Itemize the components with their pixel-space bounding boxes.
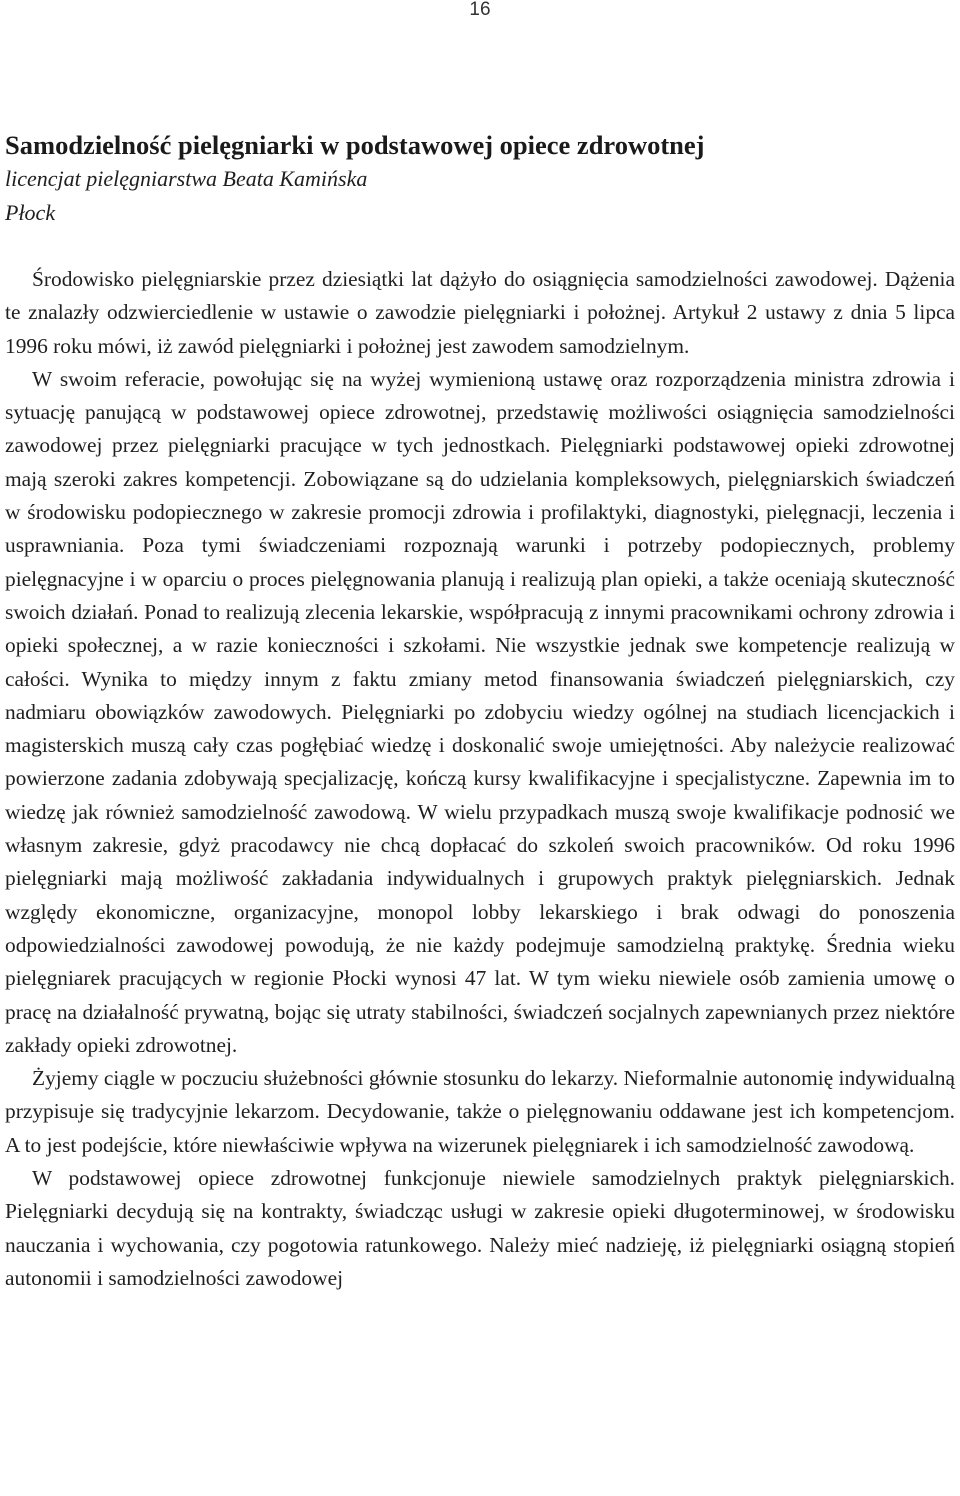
article-body — [5, 263, 955, 1295]
article-author: licencjat pielęgniarstwa Beata Kamińska — [5, 166, 368, 191]
paragraph: W podstawowej opiece zdrowotnej funkcjonuje niewiele samodzielnych praktyk pielęgniarskich. Pielęgniarki decydują się na kontrakty, świadcząc usługi w zakresie opieki długoterminowej, w środowisku nauczania i wychowania, czy pogotowia ratunkowego. Należy mieć nadzieję, iż pielęgniarki osiągną stopień autonomii i samodzielności zawodowej — [5, 1166, 955, 1290]
paragraph: W swoim referacie, powołując się na wyżej wymienioną ustawę oraz rozporządzenia ministra zdrowia i sytuację panującą w podstawowej opiece zdrowotnej, przedstawię możliwości osiągnięcia samodzielności zawodowej przez pielęgniarki pracujące w tych jednostkach. Pielęgniarki podstawowej opieki zdrowotnej mają szeroki zakres kompetencji. Zobowiązane są do udzielania kompleksowych, pielęgniarskich świadczeń w środowisku podopiecznego w zakresie promocji zdrowia i profilaktyki, diagnostyki, pielęgnacji, leczenia i usprawniania. Poza tymi świadczeniami rozpoznają warunki i potrzeby podopiecznych, problemy pielęgnacyjne i w oparciu o proces pielęgnowania planują i realizują plan opieki, a także oceniają skuteczność swoich działań. Ponad to realizują zlecenia lekarskie, współpracują z innymi pracownikami ochrony zdrowia i opieki społecznej, a w razie konieczności i szkołami. Nie wszystkie jednak swe kompetencje realizują w całości. Wynika to między innym z faktu zmiany metod finansowania świadczeń pielęgniarskich, czy nadmiaru obowiązków zawodowych. Pielęgniarki po zdobyciu wiedzy ogólnej na studiach licencjackich i magisterskich muszą cały czas pogłębiać wiedzę i doskonalić swoje umiejętności. Aby należycie realizować powierzone zadania zdobywają specjalizację, kończą kursy kwalifikacyjne i specjalistyczne. Zapewnia im to wiedzę jak również samodzielność zawodową. W wielu przypadkach muszą swoje kwalifikacje podnosić we własnym zakresie, gdyż pracodawcy nie chcą dopłacać do szkoleń swoich pracowników. Od roku 1996 pielęgniarki mają możliwość zakładania indywidualnych i grupowych praktyk pielęgniarskich. Jednak względy ekonomiczne, organizacyjne, monopol lobby lekarskiego i brak odwagi do ponoszenia odpowiedzialności zawodowej powodują, że nie każdy podejmuje samodzielną praktykę. Średnia wieku pielęgniarek pracujących w regionie Płocki wynosi 47 lat. W tym wieku niewiele osób zamienia umowę o pracę na działalność prywatną, bojąc się utraty stabilności, świadczeń socjalnych zapewnianych przez niektóre zakłady opieki zdrowotnej. — [5, 366, 955, 1057]
article-title: Samodzielność pielęgniarki w podstawowej opiece zdrowotnej — [5, 130, 705, 160]
paragraph: Środowisko pielęgniarskie przez dziesiątki lat dążyło do osiągnięcia samodzielności zawodowej. Dążenia te znalazły odzwierciedlenie w ustawie o zawodzie pielęgniarki i położnej. Artykuł 2 ustawy z dnia 5 lipca 1996 roku mówi, iż zawód pielęgniarki i położnej jest zawodem samodzielnym. — [5, 267, 955, 358]
paragraph: Żyjemy ciągle w poczuciu służebności głównie stosunku do lekarzy. Nieformalnie autonomię indywidualną przypisuje się tradycyjnie lekarzom. Decydowanie, także o pielęgnowaniu oddawane jest ich kompetencjom. A to jest podejście, które niewłaściwie wpływa na wizerunek pielęgniarek i ich samodzielność zawodową. — [5, 1066, 955, 1157]
article — [5, 128, 955, 1295]
article-city: Płock — [5, 200, 56, 225]
page-number: 16 — [469, 0, 491, 20]
